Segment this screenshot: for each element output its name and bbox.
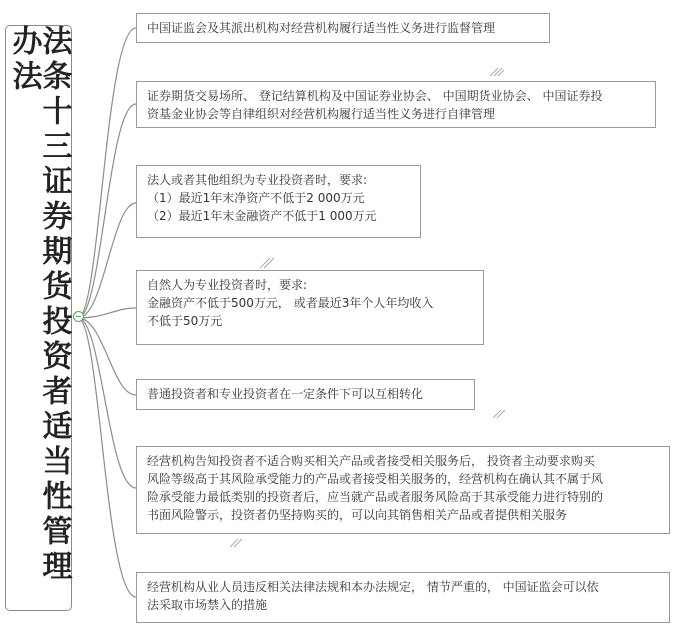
node-text-line: 中国证监会及其派出机构对经营机构履行适当性义务进行监督管理 [147,21,496,35]
node-text-line: 法人或者其他组织为专业投资者时，要求: [147,173,368,187]
collapse-icon[interactable] [73,311,84,322]
connector-7 [78,318,136,597]
connector-1 [78,28,136,318]
node-text-line: 不低于50万元 [147,314,223,328]
tick-mark [260,258,274,268]
node-text-line: 证券期货交易场所、 登记结算机构及中国证券业协会、 中国期货业协会、 中国证券投 [147,89,603,103]
tick-mark [230,539,242,547]
topic-node-2[interactable] [136,81,656,128]
tick-mark [493,410,505,418]
node-text-line: 法采取市场禁入的措施 [147,598,268,612]
connector-2 [78,104,136,318]
root-title: 法条十三证券期货投资者适当性管理办法 [6,25,72,585]
topic-node-6[interactable] [136,446,670,534]
node-text-line: 风险等级高于其风险承受能力的产品或者接受相关服务的，经营机构在确认其不属于风 [147,472,604,486]
topic-node-4[interactable] [136,270,484,345]
node-text-line: 经营机构从业人员违反相关法律法规和本办法规定， 情节严重的， 中国证监会可以依 [147,580,599,594]
node-text-line: 普通投资者和专业投资者在一定条件下可以互相转化 [147,387,424,401]
topic-node-3[interactable] [136,165,421,238]
node-text-line: 险承受能力最低类别的投资者后，应当就产品或者服务风险高于其承受能力进行特别的 [147,490,604,504]
node-text-line: （1）最近1年末净资产不低于2 000万元 [147,191,365,205]
topic-node-7[interactable] [136,572,670,623]
node-text-line: 自然人为专业投资者时，要求: [147,278,308,292]
node-text-line: （2）最近1年末金融资产不低于1 000万元 [147,209,377,223]
connector-5 [78,318,136,395]
topic-node-5[interactable] [136,379,475,410]
node-text-line: 经营机构告知投资者不适合购买相关产品或者接受相关服务后， 投资者主动要求购买 [147,454,595,468]
node-text-line: 资基金业协会等自律组织对经营机构履行适当性义务进行自律管理 [147,107,496,121]
tick-mark [490,68,504,76]
node-text-line: 金融资产不低于500万元， 或者最近3年个人年均收入 [147,296,434,310]
connector-6 [78,318,136,488]
node-text-line: 书面风险警示，投资者仍坚持购买的，可以向其销售相关产品或者提供相关服务 [147,508,568,522]
topic-node-1[interactable] [136,13,550,43]
